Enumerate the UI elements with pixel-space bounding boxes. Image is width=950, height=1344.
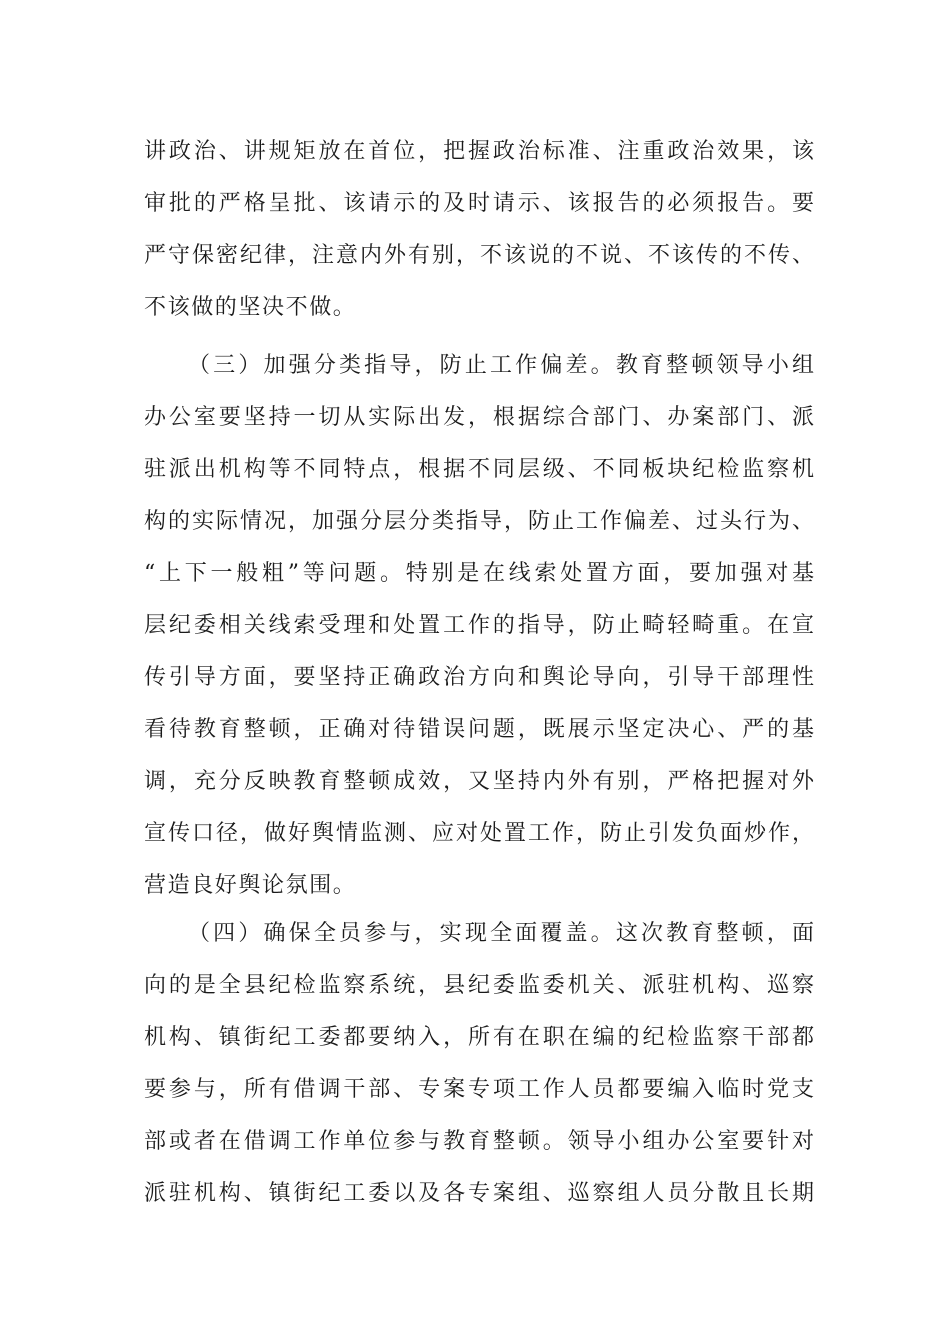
paragraph-line: 宣传口径，做好舆情监测、应对处置工作，防止引发负面炒作，	[144, 821, 814, 846]
paragraph-line: 传引导方面，要坚持正确政治方向和舆论导向，引导干部理性	[144, 665, 814, 690]
paragraph-line: 营造良好舆论氛围。	[144, 873, 357, 898]
section-heading-line: （四）确保全员参与，实现全面覆盖。这次教育整顿，面	[188, 921, 814, 946]
paragraph-line: 驻派出机构等不同特点，根据不同层级、不同板块纪检监察机	[144, 457, 814, 482]
paragraph-section-three	[144, 340, 814, 912]
paragraph-line: 讲政治、讲规矩放在首位，把握政治标准、注重政治效果，该	[144, 139, 814, 164]
paragraph-line: 调，充分反映教育整顿成效，又坚持内外有别，严格把握对外	[144, 769, 814, 794]
paragraph-line: 要参与，所有借调干部、专案专项工作人员都要编入临时党支	[144, 1077, 814, 1102]
paragraph-line: 向的是全县纪检监察系统，县纪委监委机关、派驻机构、巡察	[144, 973, 814, 998]
paragraph-line: 部或者在借调工作单位参与教育整顿。领导小组办公室要针对	[144, 1129, 814, 1154]
paragraph-line: 不该做的坚决不做。	[144, 295, 357, 320]
paragraph-section-four	[144, 908, 814, 1220]
paragraph-line: “上下一般粗”等问题。特别是在线索处置方面，要加强对基	[144, 561, 814, 586]
paragraph-line: 层纪委相关线索受理和处置工作的指导，防止畸轻畸重。在宣	[144, 613, 814, 638]
paragraph-line: 看待教育整顿，正确对待错误问题，既展示坚定决心、严的基	[144, 717, 814, 742]
paragraph-political-rules	[144, 126, 814, 334]
paragraph-line: 严守保密纪律，注意内外有别，不该说的不说、不该传的不传、	[144, 243, 814, 268]
paragraph-line: 审批的严格呈批、该请示的及时请示、该报告的必须报告。要	[144, 191, 814, 216]
section-heading-line: （三）加强分类指导，防止工作偏差。教育整顿领导小组	[188, 353, 814, 378]
paragraph-line: 办公室要坚持一切从实际出发，根据综合部门、办案部门、派	[144, 405, 814, 430]
paragraph-line: 派驻机构、镇街纪工委以及各专案组、巡察组人员分散且长期	[144, 1181, 814, 1206]
paragraph-line: 构的实际情况，加强分层分类指导，防止工作偏差、过头行为、	[144, 509, 814, 534]
paragraph-line: 机构、镇街纪工委都要纳入，所有在职在编的纪检监察干部都	[144, 1025, 814, 1050]
